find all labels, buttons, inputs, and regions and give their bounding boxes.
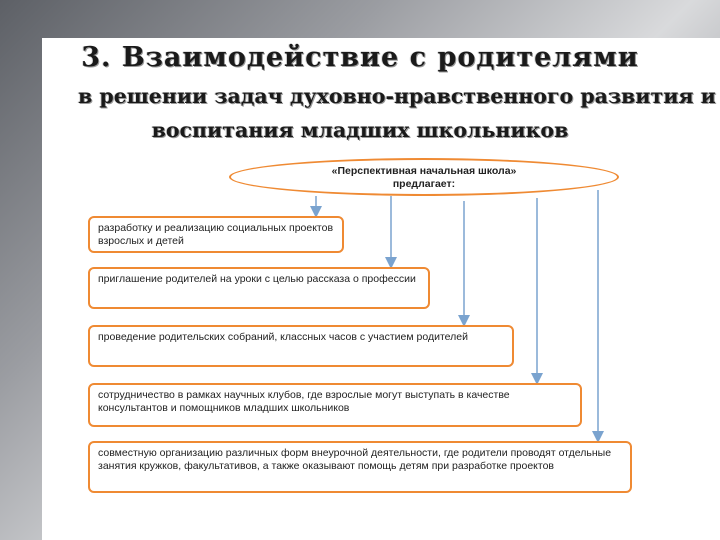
form-box-science-clubs: сотрудничество в рамках научных клубов, где взрослые могут выступать в качестве консультантов и помощников младших школьников <box>88 383 582 427</box>
form-box-extracurricular: совместную организацию различных форм внеурочной деятельности, где родители проводят отдельные занятия кружков, факультативов, а также оказывают помощь детям при разработке проектов <box>88 441 632 493</box>
program-oval-caption: предлагает: <box>392 178 456 190</box>
form-box-social-projects: разработку и реализацию социальных проектов взрослых и детей <box>88 216 344 253</box>
slide-subtitle-line-2: воспитания младших школьников <box>151 118 569 142</box>
program-oval <box>229 158 619 196</box>
program-oval-name: «Перспективная начальная школа» <box>331 165 517 177</box>
form-box-parent-meetings: проведение родительских собраний, классных часов с участием родителей <box>88 325 514 367</box>
slide-title: 3. Взаимодействие с родителями <box>81 42 639 73</box>
form-box-lesson-invitation: приглашение родителей на уроки с целью рассказа о профессии <box>88 267 430 309</box>
slide-subtitle-line-1: в решении задач духовно-нравственного развития и <box>78 84 716 108</box>
